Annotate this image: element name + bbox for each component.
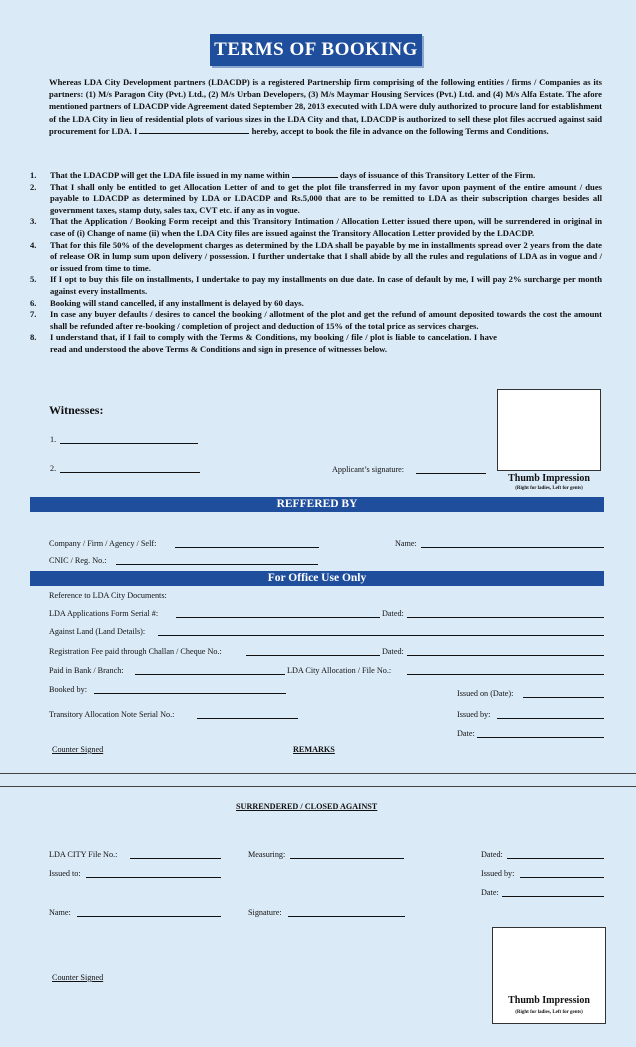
witness-2-label: 2. <box>50 464 57 473</box>
reference-label: Reference to LDA City Documents: <box>49 591 167 600</box>
serial-dated-label: Dated: <box>382 609 404 618</box>
term-number: 4. <box>30 239 37 250</box>
form-serial-label: LDA Applications Form Serial #: <box>49 609 159 618</box>
term-text: If I opt to buy this file on installments, I undertake to pay my installments on due date. In case of default by me, I will pay 2% surcharge per month against every installments. <box>50 274 602 296</box>
fee-dated-field[interactable] <box>407 655 604 656</box>
surrendered-counter-signed: Counter Signed <box>52 973 104 982</box>
surrendered-dated-label: Dated: <box>481 850 503 859</box>
divider-bottom <box>0 786 636 787</box>
term-number: 1. <box>30 170 37 180</box>
cnic-field[interactable] <box>116 564 318 565</box>
surrendered-name-label: Name: <box>49 908 71 917</box>
surrendered-date-field[interactable] <box>502 896 604 897</box>
against-land-label: Against Land (Land Details): <box>49 627 146 636</box>
intro-paragraph <box>49 76 602 137</box>
term-item <box>30 240 602 275</box>
allocation-file-field[interactable] <box>407 674 604 675</box>
company-field[interactable] <box>175 547 319 548</box>
office-counter-signed: Counter Signed <box>52 745 104 754</box>
office-issued-by-field[interactable] <box>497 718 604 719</box>
booked-by-field[interactable] <box>94 693 286 694</box>
issued-on-field[interactable] <box>523 697 604 698</box>
witnesses-heading: Witnesses: <box>49 403 104 417</box>
fee-dated-label: Dated: <box>382 647 404 656</box>
against-land-field[interactable] <box>158 635 604 636</box>
surrendered-issued-by-label: Issued by: <box>481 869 515 878</box>
term-number: 3. <box>30 216 37 227</box>
term-text: I understand that, if I fail to comply with the Terms & Conditions, my booking / file / plot is liable to cancelation. I have read and understood the above Terms & Conditions and sign in presence of witnesses below. <box>50 332 497 354</box>
transitory-note-label: Transitory Allocation Note Serial No.: <box>49 710 175 719</box>
term-text: Booking will stand cancelled, if any installment is delayed by 60 days. <box>50 297 304 308</box>
term-item <box>30 216 602 239</box>
booked-by-label: Booked by: <box>49 685 87 694</box>
term-text: In case any buyer defaults / desires to cancel the booking / allotment of the plot and get the refund of amount deposited towards the cost the amount shall be refunded after re-booking / completion of project and deduction of 15% of the total price as services charges. <box>50 309 602 331</box>
serial-dated-field[interactable] <box>407 617 604 618</box>
term-number: 6. <box>30 297 37 308</box>
divider-top <box>0 773 636 774</box>
issued-to-field[interactable] <box>86 877 221 878</box>
referrer-name-field[interactable] <box>421 547 604 548</box>
remarks-heading: REMARKS <box>293 745 335 754</box>
surrendered-dated-field[interactable] <box>507 858 604 859</box>
witness-1-signature-line[interactable] <box>60 443 198 444</box>
issued-on-label: Issued on (Date): <box>457 689 514 698</box>
terms-list <box>30 170 602 356</box>
surrendered-signature-label: Signature: <box>248 908 282 917</box>
surrendered-name-field[interactable] <box>77 916 221 917</box>
term-text: That I shall only be entitled to get Allocation Letter of and to get the plot file transferred in my favor upon payment of the entire amount / dues payable to LDACDP as determined by LDA or LDACDP and Rs.5,000 that are to be remitted to LDA as their subscription charges besides all government taxes, stamp duty, sales tax, CVT etc. if any as in vogue. <box>50 181 602 215</box>
measuring-label: Measuring: <box>248 850 286 859</box>
term-item <box>30 170 602 182</box>
surrendered-date-label: Date: <box>481 888 499 897</box>
applicant-signature-label: Applicant’s signature: <box>332 465 405 474</box>
term-number: 8. <box>30 332 37 343</box>
thumb-impression-title-2: Thumb Impression <box>508 995 590 1006</box>
referrer-name-label: Name: <box>395 539 417 548</box>
measuring-field[interactable] <box>290 858 404 859</box>
company-label: Company / Firm / Agency / Self: <box>49 539 157 548</box>
thumb-impression-note-2: (Right for ladies, Left for gents) <box>515 1010 583 1015</box>
thumb-impression-note: (Right for ladies, Left for gents) <box>515 486 583 491</box>
office-issued-by-label: Issued by: <box>457 710 491 719</box>
term-number: 2. <box>30 181 37 192</box>
file-no-field[interactable] <box>130 858 221 859</box>
office-date-field[interactable] <box>477 737 604 738</box>
applicant-signature-line[interactable] <box>416 473 486 474</box>
term-number: 7. <box>30 309 37 320</box>
paid-bank-field[interactable] <box>135 674 285 675</box>
term-item <box>30 274 602 297</box>
witness-2-signature-line[interactable] <box>60 472 200 473</box>
name-blank-line[interactable] <box>139 133 249 134</box>
allocation-file-label: LDA City Allocation / File No.: <box>287 666 392 675</box>
office-use-band: For Office Use Only <box>30 571 604 586</box>
intro-text-1: Whereas LDA City Development partners (LDACDP) is a registered Partnership firm comprising of the following entities / firms / Companies as its partners: (1) M/s Paragon City (Pvt.) Ltd., (2) M/s Urban Developers, (3) M/s Maymar Housing Services (Pvt.) Ltd. and (4) M/s Alfa Estate. The afore mentioned partners of LDACDP vide Agreement dated September 28, 2013 executed with LDA were duly authorized to procure land for establishment of the LDA City in lieu of residential plots of various sizes in the LDA City and that, LDACDP is authorized to sell these plot files accrued against said procurement for LDA. I <box>49 77 602 136</box>
issued-to-label: Issued to: <box>49 869 81 878</box>
term-item <box>30 309 602 332</box>
term-text: days of issuance of this Transitory Letter of the Firm. <box>340 170 536 180</box>
registration-fee-label: Registration Fee paid through Challan / Cheque No.: <box>49 647 222 656</box>
term-text: That for this file 50% of the development charges as determined by the LDA shall be payable by me in installments spread over 2 years from the date of release OR in lump sum upon delivery / possession. I further undertake that I shall abide by all the rules and regulations of LDA as in vogue and / or issued from time to time. <box>50 239 602 273</box>
thumb-impression-title: Thumb Impression <box>508 473 590 484</box>
witness-1-label: 1. <box>50 435 57 444</box>
thumb-impression-box[interactable] <box>497 389 601 471</box>
term-item <box>30 182 602 217</box>
term-item <box>30 298 602 310</box>
term-number: 5. <box>30 274 37 285</box>
referred-by-band: REFFERED BY <box>30 497 604 512</box>
surrendered-signature-field[interactable] <box>288 916 405 917</box>
intro-text-2: hereby, accept to book the file in advance on the following Terms and Conditions. <box>251 125 549 136</box>
surrendered-issued-by-field[interactable] <box>520 877 604 878</box>
term-text: That the Application / Booking Form receipt and this Transitory Intimation / Allocation Letter issued there upon, will be surrendered in original in case of (i) Change of name (ii) when the LDA City files are issued against the Transitory Allocation Letter provided by the LDACDP. <box>50 216 602 238</box>
transitory-note-field[interactable] <box>197 718 298 719</box>
office-date-label: Date: <box>457 729 475 738</box>
cnic-label: CNIC / Reg. No.: <box>49 556 107 565</box>
registration-fee-field[interactable] <box>246 655 380 656</box>
paid-bank-label: Paid in Bank / Branch: <box>49 666 124 675</box>
page-title: TERMS OF BOOKING <box>210 34 422 66</box>
days-blank-line[interactable] <box>292 177 338 178</box>
file-no-label: LDA CITY File No.: <box>49 850 118 859</box>
form-serial-field[interactable] <box>176 617 380 618</box>
surrendered-heading: SURRENDERED / CLOSED AGAINST <box>236 802 378 811</box>
term-item <box>30 332 602 355</box>
term-text: That the LDACDP will get the LDA file issued in my name within <box>50 170 290 180</box>
